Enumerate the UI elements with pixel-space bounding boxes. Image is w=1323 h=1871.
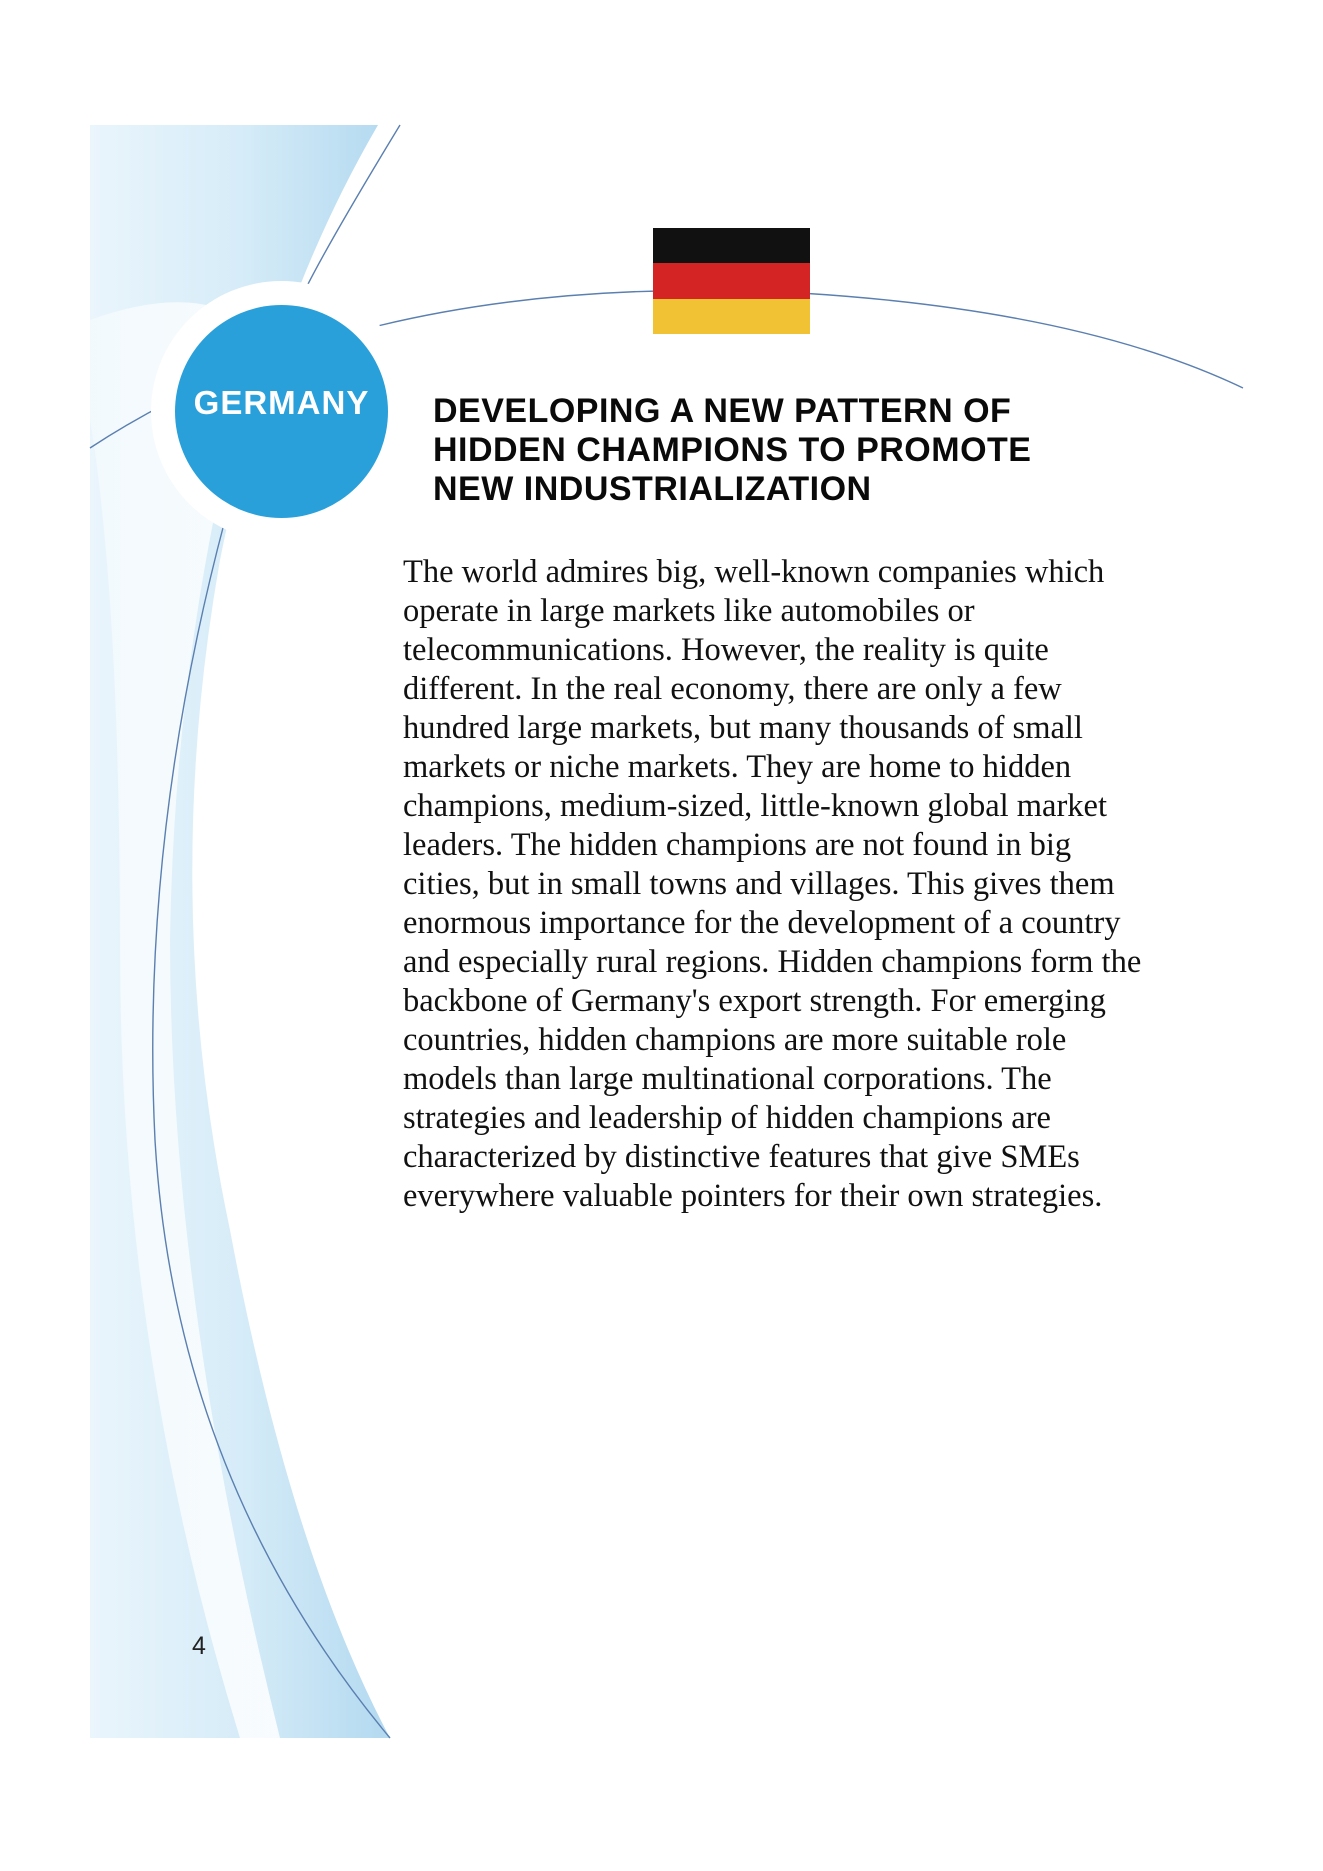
body-line: characterized by distinctive features that give SMEs [403,1139,1080,1175]
body-line: enormous importance for the development of a country [403,905,1121,941]
country-badge [175,305,388,518]
body-line: everywhere valuable pointers for their own strategies. [403,1178,1103,1214]
germany-flag-icon [653,228,810,334]
body-line: champions, medium-sized, little-known global market [403,788,1108,824]
body-line: hundred large markets, but many thousands of small [403,710,1083,746]
country-badge-label: GERMANY [193,383,370,421]
body-line: strategies and leadership of hidden champions are [403,1100,1051,1136]
title-line: NEW INDUSTRIALIZATION [433,470,872,508]
body-paragraph [403,553,1243,1216]
flag-stripe-black [653,228,810,263]
body-line: telecommunications. However, the reality is quite [403,632,1049,668]
body-line: backbone of Germany's export strength. For emerging [403,983,1106,1019]
body-line: The world admires big, well-known companies which [403,554,1105,590]
flag-stripe-red [653,263,810,298]
page-number: 4 [192,1632,206,1660]
body-line: different. In the real economy, there are only a few [403,671,1062,707]
body-line: models than large multinational corporations. The [403,1061,1052,1097]
body-line: markets or niche markets. They are home to hidden [403,749,1072,785]
title-line: HIDDEN CHAMPIONS TO PROMOTE [433,431,1032,469]
page-title [433,392,1153,509]
body-line: countries, hidden champions are more suitable role [403,1022,1067,1058]
body-line: leaders. The hidden champions are not found in big [403,827,1072,863]
title-line: DEVELOPING A NEW PATTERN OF [433,392,1012,430]
body-line: and especially rural regions. Hidden champions form the [403,944,1142,980]
body-line: cities, but in small towns and villages. This gives them [403,866,1115,902]
body-line: operate in large markets like automobiles or [403,593,975,629]
flag-stripe-gold [653,299,810,334]
